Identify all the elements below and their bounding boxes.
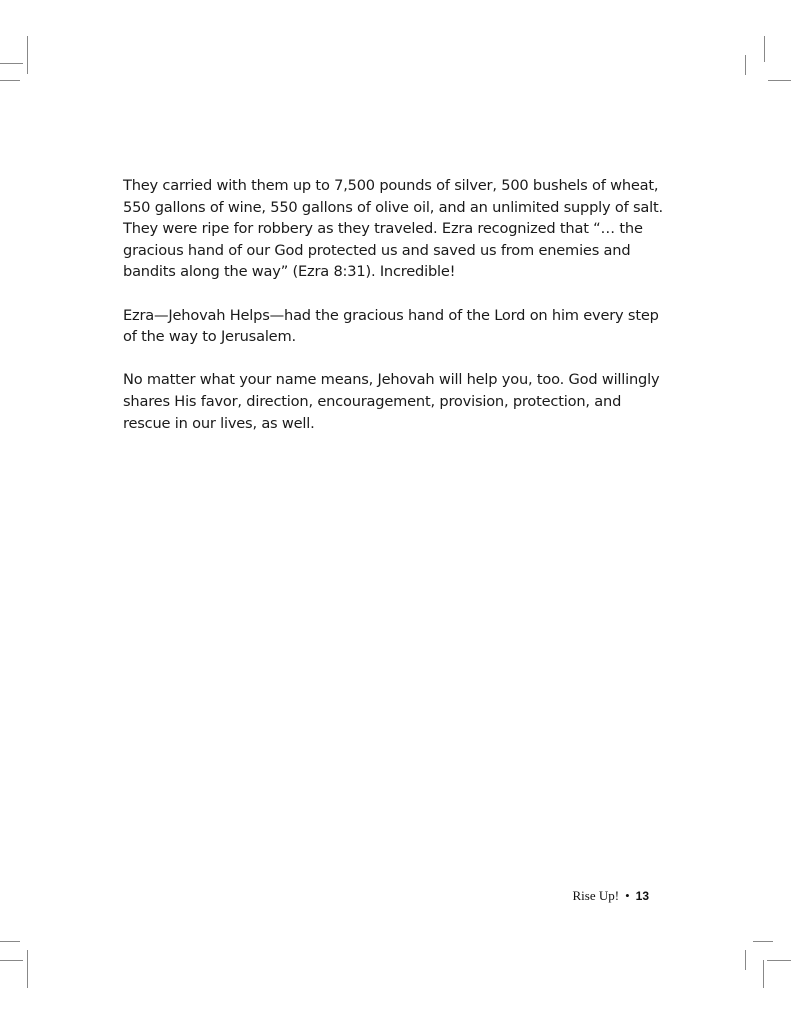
crop-mark	[0, 960, 23, 961]
crop-mark	[753, 941, 773, 942]
book-title: Rise Up!	[572, 888, 620, 903]
crop-mark	[0, 80, 20, 81]
crop-mark	[27, 36, 28, 74]
crop-mark	[767, 960, 791, 961]
crop-mark	[764, 36, 765, 62]
crop-mark	[745, 55, 746, 75]
crop-mark	[763, 960, 764, 988]
crop-mark	[27, 950, 28, 988]
paragraph: No matter what your name means, Jehovah will help you, too. God willingly shares His favor, direction, encouragement, provision, protection, and rescue in our lives, as well.	[123, 371, 660, 432]
crop-mark	[745, 950, 746, 970]
page-footer	[572, 888, 649, 904]
crop-mark	[768, 80, 791, 81]
crop-mark	[0, 941, 20, 942]
crop-mark	[0, 63, 23, 64]
paragraph: Ezra—Jehovah Helps—had the gracious hand of the Lord on him every step of the way to Jerusalem.	[123, 306, 659, 346]
paragraph: They carried with them up to 7,500 pounds of silver, 500 bushels of wheat, 550 gallons of wine, 550 gallons of olive oil, and an unlimited supply of salt. They were ripe for robbery as they traveled. Ezra recognized that “… the gracious hand of our God protected us and saved us from enemies and bandits along the way” (Ezra 8:31). Incredible!	[123, 177, 663, 281]
separator: •	[625, 888, 630, 903]
body-text	[123, 175, 663, 456]
page-number: 13	[635, 889, 649, 903]
